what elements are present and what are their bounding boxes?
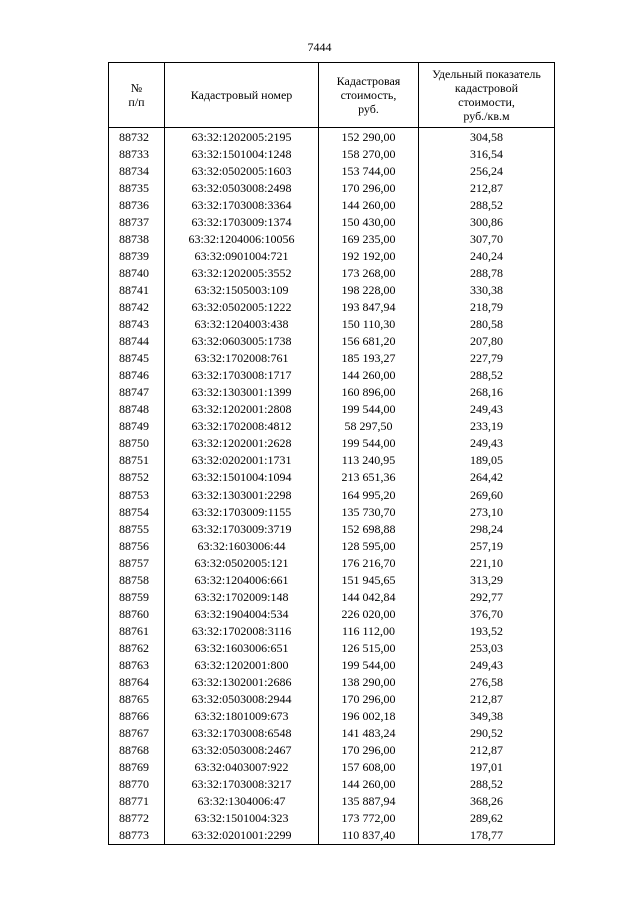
specific-value-cell: 197,01 bbox=[419, 759, 555, 776]
cadastral-value-cell: 144 260,00 bbox=[319, 196, 419, 213]
specific-value-cell: 268,16 bbox=[419, 384, 555, 401]
table-row bbox=[109, 691, 555, 708]
row-number-cell: 88756 bbox=[109, 537, 165, 554]
table-row bbox=[109, 656, 555, 673]
row-number-cell: 88741 bbox=[109, 281, 165, 298]
cadastral-value-cell: 173 268,00 bbox=[319, 264, 419, 281]
cadastral-value-cell: 144 042,84 bbox=[319, 588, 419, 605]
row-number-cell: 88758 bbox=[109, 571, 165, 588]
row-number-cell: 88747 bbox=[109, 384, 165, 401]
table-row bbox=[109, 503, 555, 520]
cadastral-number-cell: 63:32:1505003:109 bbox=[165, 281, 319, 298]
table-row bbox=[109, 401, 555, 418]
header-specific-value: Удельный показатель кадастровой стоимости, руб./кв.м bbox=[419, 63, 555, 128]
cadastral-number-cell: 63:32:0202001:1731 bbox=[165, 452, 319, 469]
table-row bbox=[109, 554, 555, 571]
table-row bbox=[109, 264, 555, 281]
row-number-cell: 88750 bbox=[109, 435, 165, 452]
cadastral-number-cell: 63:32:1703009:1155 bbox=[165, 503, 319, 520]
table-row bbox=[109, 230, 555, 247]
cadastral-value-cell: 58 297,50 bbox=[319, 418, 419, 435]
table-row bbox=[109, 179, 555, 196]
specific-value-cell: 212,87 bbox=[419, 691, 555, 708]
row-number-cell: 88745 bbox=[109, 350, 165, 367]
cadastral-number-cell: 63:32:1501004:323 bbox=[165, 810, 319, 827]
table-row bbox=[109, 622, 555, 639]
specific-value-cell: 249,43 bbox=[419, 435, 555, 452]
specific-value-cell: 256,24 bbox=[419, 162, 555, 179]
cadastral-value-cell: 128 595,00 bbox=[319, 537, 419, 554]
cadastral-value-cell: 164 995,20 bbox=[319, 486, 419, 503]
table-row bbox=[109, 196, 555, 213]
table-header-row bbox=[109, 63, 555, 128]
specific-value-cell: 304,58 bbox=[419, 128, 555, 146]
cadastral-number-cell: 63:32:1204006:10056 bbox=[165, 230, 319, 247]
row-number-cell: 88762 bbox=[109, 639, 165, 656]
cadastral-value-cell: 135 730,70 bbox=[319, 503, 419, 520]
row-number-cell: 88748 bbox=[109, 401, 165, 418]
cadastral-number-cell: 63:32:1801009:673 bbox=[165, 708, 319, 725]
cadastral-number-cell: 63:32:1703008:3364 bbox=[165, 196, 319, 213]
table-row bbox=[109, 247, 555, 264]
specific-value-cell: 240,24 bbox=[419, 247, 555, 264]
specific-value-cell: 233,19 bbox=[419, 418, 555, 435]
table-row bbox=[109, 281, 555, 298]
cadastral-value-cell: 150 110,30 bbox=[319, 316, 419, 333]
specific-value-cell: 300,86 bbox=[419, 213, 555, 230]
row-number-cell: 88742 bbox=[109, 298, 165, 315]
cadastral-value-cell: 156 681,20 bbox=[319, 333, 419, 350]
row-number-cell: 88734 bbox=[109, 162, 165, 179]
cadastral-value-cell: 173 772,00 bbox=[319, 810, 419, 827]
row-number-cell: 88763 bbox=[109, 656, 165, 673]
row-number-cell: 88766 bbox=[109, 708, 165, 725]
specific-value-cell: 307,70 bbox=[419, 230, 555, 247]
specific-value-cell: 290,52 bbox=[419, 725, 555, 742]
cadastral-number-cell: 63:32:1204006:661 bbox=[165, 571, 319, 588]
table-row bbox=[109, 486, 555, 503]
table-row bbox=[109, 810, 555, 827]
specific-value-cell: 316,54 bbox=[419, 145, 555, 162]
cadastral-number-cell: 63:32:0503008:2944 bbox=[165, 691, 319, 708]
row-number-cell: 88743 bbox=[109, 316, 165, 333]
specific-value-cell: 257,19 bbox=[419, 537, 555, 554]
header-cadastral-number: Кадастровый номер bbox=[165, 63, 319, 128]
cadastral-value-cell: 176 216,70 bbox=[319, 554, 419, 571]
cadastral-number-cell: 63:32:1501004:1248 bbox=[165, 145, 319, 162]
specific-value-cell: 376,70 bbox=[419, 605, 555, 622]
specific-value-cell: 298,24 bbox=[419, 520, 555, 537]
cadastral-number-cell: 63:32:1204003:438 bbox=[165, 316, 319, 333]
specific-value-cell: 273,10 bbox=[419, 503, 555, 520]
row-number-cell: 88769 bbox=[109, 759, 165, 776]
cadastral-value-cell: 152 698,88 bbox=[319, 520, 419, 537]
table-row bbox=[109, 827, 555, 845]
cadastral-number-cell: 63:32:0901004:721 bbox=[165, 247, 319, 264]
cadastral-number-cell: 63:32:1302001:2686 bbox=[165, 674, 319, 691]
cadastral-number-cell: 63:32:1304006:47 bbox=[165, 793, 319, 810]
cadastral-number-cell: 63:32:0201001:2299 bbox=[165, 827, 319, 845]
row-number-cell: 88765 bbox=[109, 691, 165, 708]
cadastral-number-cell: 63:32:1702008:761 bbox=[165, 350, 319, 367]
specific-value-cell: 289,62 bbox=[419, 810, 555, 827]
cadastral-value-cell: 170 296,00 bbox=[319, 742, 419, 759]
table-row bbox=[109, 588, 555, 605]
specific-value-cell: 280,58 bbox=[419, 316, 555, 333]
specific-value-cell: 178,77 bbox=[419, 827, 555, 845]
cadastral-number-cell: 63:32:1703008:6548 bbox=[165, 725, 319, 742]
cadastral-value-cell: 196 002,18 bbox=[319, 708, 419, 725]
cadastral-value-cell: 144 260,00 bbox=[319, 367, 419, 384]
specific-value-cell: 288,52 bbox=[419, 367, 555, 384]
row-number-cell: 88740 bbox=[109, 264, 165, 281]
cadastral-value-cell: 151 945,65 bbox=[319, 571, 419, 588]
table-row bbox=[109, 469, 555, 486]
table-row bbox=[109, 674, 555, 691]
cadastral-number-cell: 63:32:1702008:4812 bbox=[165, 418, 319, 435]
cadastral-number-cell: 63:32:1703009:1374 bbox=[165, 213, 319, 230]
cadastral-value-cell: 198 228,00 bbox=[319, 281, 419, 298]
cadastral-number-cell: 63:32:1202005:2195 bbox=[165, 128, 319, 146]
specific-value-cell: 276,58 bbox=[419, 674, 555, 691]
cadastral-value-cell: 113 240,95 bbox=[319, 452, 419, 469]
row-number-cell: 88760 bbox=[109, 605, 165, 622]
table-row bbox=[109, 298, 555, 315]
table-row bbox=[109, 537, 555, 554]
cadastral-value-cell: 213 651,36 bbox=[319, 469, 419, 486]
row-number-cell: 88773 bbox=[109, 827, 165, 845]
table-row bbox=[109, 520, 555, 537]
table-row bbox=[109, 605, 555, 622]
specific-value-cell: 193,52 bbox=[419, 622, 555, 639]
cadastral-value-cell: 152 290,00 bbox=[319, 128, 419, 146]
cadastral-number-cell: 63:32:0502005:121 bbox=[165, 554, 319, 571]
cadastral-value-cell: 158 270,00 bbox=[319, 145, 419, 162]
table-row bbox=[109, 384, 555, 401]
table-row bbox=[109, 316, 555, 333]
row-number-cell: 88753 bbox=[109, 486, 165, 503]
cadastral-value-cell: 192 192,00 bbox=[319, 247, 419, 264]
cadastral-value-cell: 150 430,00 bbox=[319, 213, 419, 230]
specific-value-cell: 221,10 bbox=[419, 554, 555, 571]
row-number-cell: 88761 bbox=[109, 622, 165, 639]
row-number-cell: 88771 bbox=[109, 793, 165, 810]
row-number-cell: 88732 bbox=[109, 128, 165, 146]
table-row bbox=[109, 571, 555, 588]
cadastral-number-cell: 63:32:1303001:2298 bbox=[165, 486, 319, 503]
table-row bbox=[109, 639, 555, 656]
row-number-cell: 88754 bbox=[109, 503, 165, 520]
specific-value-cell: 269,60 bbox=[419, 486, 555, 503]
row-number-cell: 88755 bbox=[109, 520, 165, 537]
specific-value-cell: 330,38 bbox=[419, 281, 555, 298]
table-row bbox=[109, 776, 555, 793]
specific-value-cell: 264,42 bbox=[419, 469, 555, 486]
cadastral-value-cell: 116 112,00 bbox=[319, 622, 419, 639]
cadastral-number-cell: 63:32:0503008:2498 bbox=[165, 179, 319, 196]
row-number-cell: 88736 bbox=[109, 196, 165, 213]
row-number-cell: 88772 bbox=[109, 810, 165, 827]
cadastral-number-cell: 63:32:0503008:2467 bbox=[165, 742, 319, 759]
row-number-cell: 88752 bbox=[109, 469, 165, 486]
row-number-cell: 88749 bbox=[109, 418, 165, 435]
cadastral-number-cell: 63:32:1202001:2808 bbox=[165, 401, 319, 418]
specific-value-cell: 189,05 bbox=[419, 452, 555, 469]
specific-value-cell: 313,29 bbox=[419, 571, 555, 588]
row-number-cell: 88738 bbox=[109, 230, 165, 247]
row-number-cell: 88751 bbox=[109, 452, 165, 469]
row-number-cell: 88759 bbox=[109, 588, 165, 605]
cadastral-number-cell: 63:32:1702009:148 bbox=[165, 588, 319, 605]
header-row-number: № п/п bbox=[109, 63, 165, 128]
table-body bbox=[109, 128, 555, 845]
row-number-cell: 88746 bbox=[109, 367, 165, 384]
row-number-cell: 88768 bbox=[109, 742, 165, 759]
specific-value-cell: 288,52 bbox=[419, 776, 555, 793]
cadastral-value-cell: 157 608,00 bbox=[319, 759, 419, 776]
specific-value-cell: 249,43 bbox=[419, 401, 555, 418]
table-row bbox=[109, 742, 555, 759]
table-row bbox=[109, 213, 555, 230]
row-number-cell: 88733 bbox=[109, 145, 165, 162]
row-number-cell: 88735 bbox=[109, 179, 165, 196]
table-row bbox=[109, 435, 555, 452]
table-row bbox=[109, 418, 555, 435]
table-row bbox=[109, 759, 555, 776]
row-number-cell: 88739 bbox=[109, 247, 165, 264]
cadastral-value-cell: 110 837,40 bbox=[319, 827, 419, 845]
table-row bbox=[109, 145, 555, 162]
row-number-cell: 88764 bbox=[109, 674, 165, 691]
cadastral-value-table bbox=[108, 62, 555, 845]
cadastral-number-cell: 63:32:0502005:1603 bbox=[165, 162, 319, 179]
specific-value-cell: 212,87 bbox=[419, 179, 555, 196]
page-number: 7444 bbox=[307, 40, 332, 54]
row-number-cell: 88770 bbox=[109, 776, 165, 793]
row-number-cell: 88737 bbox=[109, 213, 165, 230]
cadastral-number-cell: 63:32:1603006:44 bbox=[165, 537, 319, 554]
table-row bbox=[109, 162, 555, 179]
specific-value-cell: 207,80 bbox=[419, 333, 555, 350]
cadastral-value-cell: 138 290,00 bbox=[319, 674, 419, 691]
cadastral-value-cell: 199 544,00 bbox=[319, 435, 419, 452]
cadastral-number-cell: 63:32:0603005:1738 bbox=[165, 333, 319, 350]
specific-value-cell: 212,87 bbox=[419, 742, 555, 759]
row-number-cell: 88744 bbox=[109, 333, 165, 350]
cadastral-number-cell: 63:32:0403007:922 bbox=[165, 759, 319, 776]
table-row bbox=[109, 367, 555, 384]
cadastral-value-cell: 160 896,00 bbox=[319, 384, 419, 401]
cadastral-number-cell: 63:32:1202001:2628 bbox=[165, 435, 319, 452]
table-row bbox=[109, 793, 555, 810]
table-row bbox=[109, 333, 555, 350]
cadastral-value-cell: 126 515,00 bbox=[319, 639, 419, 656]
specific-value-cell: 253,03 bbox=[419, 639, 555, 656]
cadastral-value-cell: 193 847,94 bbox=[319, 298, 419, 315]
table-row bbox=[109, 350, 555, 367]
cadastral-number-cell: 63:32:0502005:1222 bbox=[165, 298, 319, 315]
cadastral-number-cell: 63:32:1501004:1094 bbox=[165, 469, 319, 486]
cadastral-value-cell: 141 483,24 bbox=[319, 725, 419, 742]
cadastral-value-cell: 226 020,00 bbox=[319, 605, 419, 622]
cadastral-value-cell: 169 235,00 bbox=[319, 230, 419, 247]
cadastral-number-cell: 63:32:1202005:3552 bbox=[165, 264, 319, 281]
specific-value-cell: 292,77 bbox=[419, 588, 555, 605]
cadastral-value-cell: 185 193,27 bbox=[319, 350, 419, 367]
table-row bbox=[109, 452, 555, 469]
cadastral-number-cell: 63:32:1904004:534 bbox=[165, 605, 319, 622]
specific-value-cell: 249,43 bbox=[419, 656, 555, 673]
table-row bbox=[109, 128, 555, 146]
cadastral-value-cell: 199 544,00 bbox=[319, 401, 419, 418]
header-cadastral-value: Кадастровая стоимость, руб. bbox=[319, 63, 419, 128]
cadastral-number-cell: 63:32:1703009:3719 bbox=[165, 520, 319, 537]
specific-value-cell: 288,78 bbox=[419, 264, 555, 281]
table-row bbox=[109, 708, 555, 725]
specific-value-cell: 227,79 bbox=[419, 350, 555, 367]
cadastral-value-cell: 144 260,00 bbox=[319, 776, 419, 793]
row-number-cell: 88757 bbox=[109, 554, 165, 571]
specific-value-cell: 218,79 bbox=[419, 298, 555, 315]
specific-value-cell: 349,38 bbox=[419, 708, 555, 725]
cadastral-value-cell: 170 296,00 bbox=[319, 691, 419, 708]
cadastral-number-cell: 63:32:1703008:1717 bbox=[165, 367, 319, 384]
cadastral-value-cell: 170 296,00 bbox=[319, 179, 419, 196]
cadastral-number-cell: 63:32:1202001:800 bbox=[165, 656, 319, 673]
cadastral-number-cell: 63:32:1703008:3217 bbox=[165, 776, 319, 793]
specific-value-cell: 368,26 bbox=[419, 793, 555, 810]
cadastral-value-cell: 199 544,00 bbox=[319, 656, 419, 673]
cadastral-number-cell: 63:32:1603006:651 bbox=[165, 639, 319, 656]
table-row bbox=[109, 725, 555, 742]
cadastral-number-cell: 63:32:1702008:3116 bbox=[165, 622, 319, 639]
specific-value-cell: 288,52 bbox=[419, 196, 555, 213]
cadastral-value-cell: 135 887,94 bbox=[319, 793, 419, 810]
cadastral-number-cell: 63:32:1303001:1399 bbox=[165, 384, 319, 401]
cadastral-value-cell: 153 744,00 bbox=[319, 162, 419, 179]
row-number-cell: 88767 bbox=[109, 725, 165, 742]
